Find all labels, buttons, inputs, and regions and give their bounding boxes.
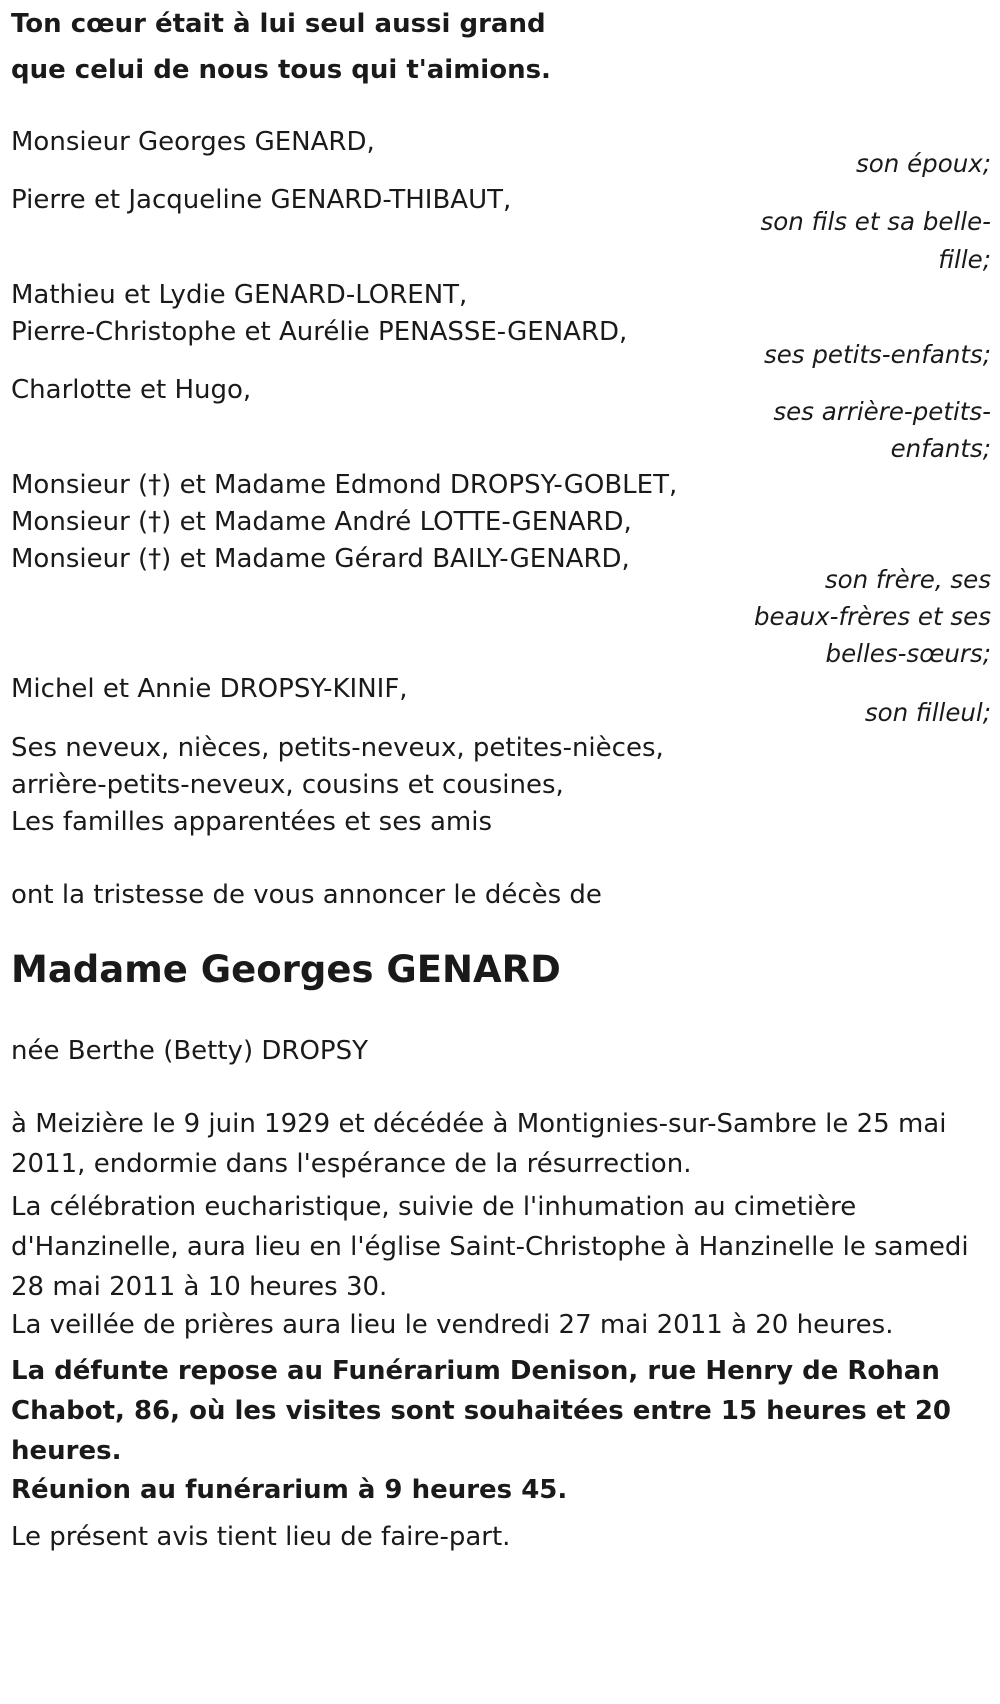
family-siblings-relation-3: belles-sœurs;: [825, 639, 991, 668]
family-grandchildren-relation: ses petits-enfants;: [763, 340, 991, 369]
cross-icon: †: [148, 470, 162, 500]
family-son-relation-2: fille;: [938, 245, 991, 274]
family-siblings-relation-1: son frère, ses: [824, 565, 991, 594]
deceased-name: Madame Georges GENARD: [11, 948, 561, 991]
announcement-text: ont la tristesse de vous annoncer le décès de: [11, 880, 602, 910]
vigil-paragraph: La veillée de prières aura lieu le vendredi 27 mai 2011 à 20 heures.: [11, 1310, 894, 1340]
epigraph-line-2: que celui de nous tous qui t'aimions.: [11, 55, 551, 85]
family-spouse-name: Monsieur Georges GENARD,: [11, 127, 375, 157]
family-godson-relation: son filleul;: [864, 698, 991, 727]
family-son-relation-1: son fils et sa belle-: [760, 207, 991, 236]
family-others-line-2: arrière-petits-neveux, cousins et cousines,: [11, 770, 564, 800]
family-godson-name: Michel et Annie DROPSY-KINIF,: [11, 674, 408, 704]
family-others-line-1: Ses neveux, nièces, petits-neveux, petites-nièces,: [11, 733, 664, 763]
family-great-grandchildren-relation-2: enfants;: [890, 434, 991, 463]
visitation-paragraph: La défunte repose au Funérarium Denison, rue Henry de Rohan Chabot, 86, où les visites sont souhaitées entre 15 heures et 20 heures.: [11, 1356, 952, 1466]
deceased-birth-name: née Berthe (Betty) DROPSY: [11, 1036, 368, 1066]
family-spouse-relation: son époux;: [856, 149, 991, 178]
family-sibling-1: [11, 465, 677, 505]
family-siblings-relation-2: beaux-frères et ses: [753, 602, 991, 631]
family-son-name: Pierre et Jacqueline GENARD-THIBAUT,: [11, 185, 512, 215]
family-great-grandchildren-relation-1: ses arrière-petits-: [773, 397, 991, 426]
family-grandchild-name-2: Pierre-Christophe et Aurélie PENASSE-GENARD,: [11, 317, 628, 347]
epigraph-line-1: Ton cœur était à lui seul aussi grand: [11, 9, 546, 39]
family-grandchild-name-1: Mathieu et Lydie GENARD-LORENT,: [11, 280, 468, 310]
sibling-prefix: Monsieur (: [11, 470, 149, 500]
family-others-line-3: Les familles apparentées et ses amis: [11, 807, 493, 837]
sibling-suffix: ) et Madame Gérard BAILY-GENARD,: [161, 544, 630, 574]
birth-death-paragraph: à Meizière le 9 juin 1929 et décédée à Montignies-sur-Sambre le 25 mai 2011, endormie dans l'espérance de la résurrection.: [11, 1109, 947, 1179]
family-great-grandchildren-name: Charlotte et Hugo,: [11, 375, 252, 405]
cross-icon: †: [148, 544, 162, 574]
sibling-prefix: Monsieur (: [11, 544, 149, 574]
sibling-suffix: ) et Madame Edmond DROPSY-GOBLET,: [161, 470, 678, 500]
ceremony-paragraph: La célébration eucharistique, suivie de l'inhumation au cimetière d'Hanzinelle, aura lieu en l'église Saint-Christophe à Hanzinelle le samedi 28 mai 2011 à 10 heures 30.: [11, 1192, 969, 1302]
sibling-prefix: Monsieur (: [11, 507, 149, 537]
meeting-paragraph: Réunion au funérarium à 9 heures 45.: [11, 1475, 568, 1505]
sibling-suffix: ) et Madame André LOTTE-GENARD,: [161, 507, 632, 537]
family-sibling-2: [11, 502, 632, 542]
notice-paragraph: Le présent avis tient lieu de faire-part.: [11, 1522, 511, 1552]
family-sibling-3: [11, 539, 630, 579]
cross-icon: †: [148, 507, 162, 537]
